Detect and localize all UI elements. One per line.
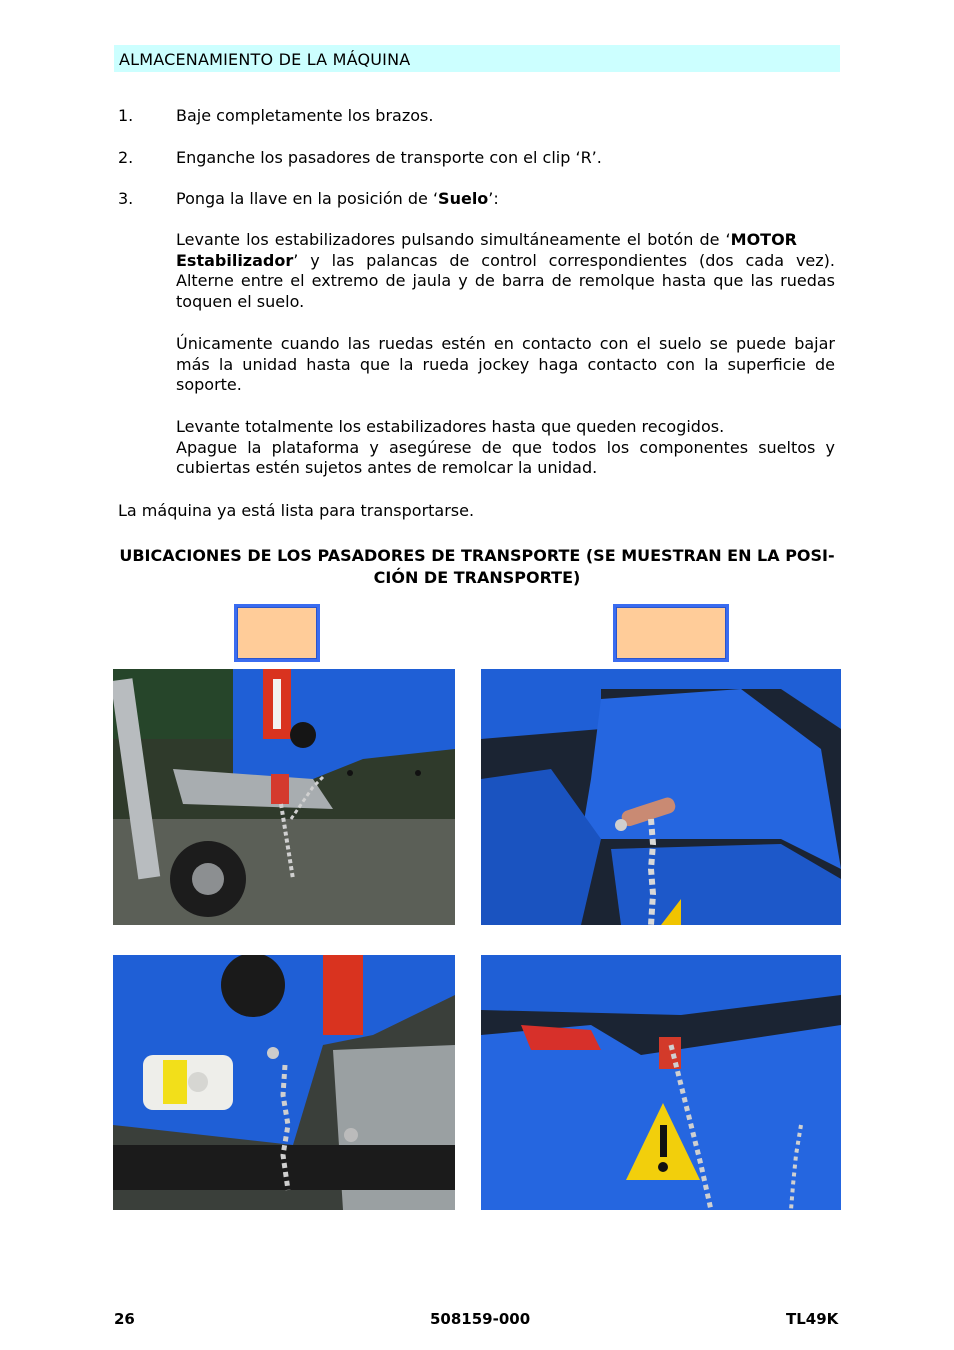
page-number: 26	[114, 1310, 135, 1328]
paragraph-stabilizers: Levante los estabilizadores pulsando simultáneamente el botón de ‘MOTOREstabilizador’ y las palancas de control correspondientes (dos cada vez). Alterne entre el extremo de jaula y de barra de remolque hasta que las ruedas toquen el suelo.	[176, 230, 835, 311]
callout-box-left	[234, 604, 320, 662]
step-3-number: 3.	[118, 189, 134, 208]
closing-text: La máquina ya está lista para transportarse.	[118, 501, 475, 520]
step-2-text: Enganche los pasadores de transporte con el clip ‘R’.	[176, 148, 602, 167]
step-2-number: 2.	[118, 148, 134, 167]
step-3-text: Ponga la llave en la posición de ‘Suelo’:	[176, 189, 499, 208]
photo-plate-pin	[481, 669, 841, 925]
photo-drawbar-pin	[113, 669, 455, 925]
transport-pins-title: UBICACIONES DE LOS PASADORES DE TRANSPORTE (SE MUESTRAN EN LA POSI- CIÓN DE TRANSPORTE)	[119, 546, 835, 587]
document-number: 508159-000	[430, 1310, 531, 1328]
callout-box-right	[613, 604, 729, 662]
key-position-suelo: Suelo	[438, 189, 489, 208]
model-name: TL49K	[786, 1310, 839, 1328]
paragraph-lower-unit: Únicamente cuando las ruedas estén en contacto con el suelo se puede bajar más la unidad hasta que la rueda jockey haga contacto con la superficie de soporte.	[176, 334, 835, 394]
paragraph-raise-stabilizers: Levante totalmente los estabilizadores hasta que queden recogidos. Apague la plataforma y asegúrese de que todos los componentes sueltos y cubiertas estén sujetos antes de remolcar la unidad.	[176, 417, 835, 477]
section-heading: ALMACENAMIENTO DE LA MÁQUINA	[119, 50, 411, 69]
step-1-text: Baje completamente los brazos.	[176, 106, 434, 125]
step-1-number: 1.	[118, 106, 134, 125]
photo-warning-pin	[481, 955, 841, 1210]
photo-connector-pin	[113, 955, 455, 1210]
section-heading-bar	[114, 45, 840, 72]
